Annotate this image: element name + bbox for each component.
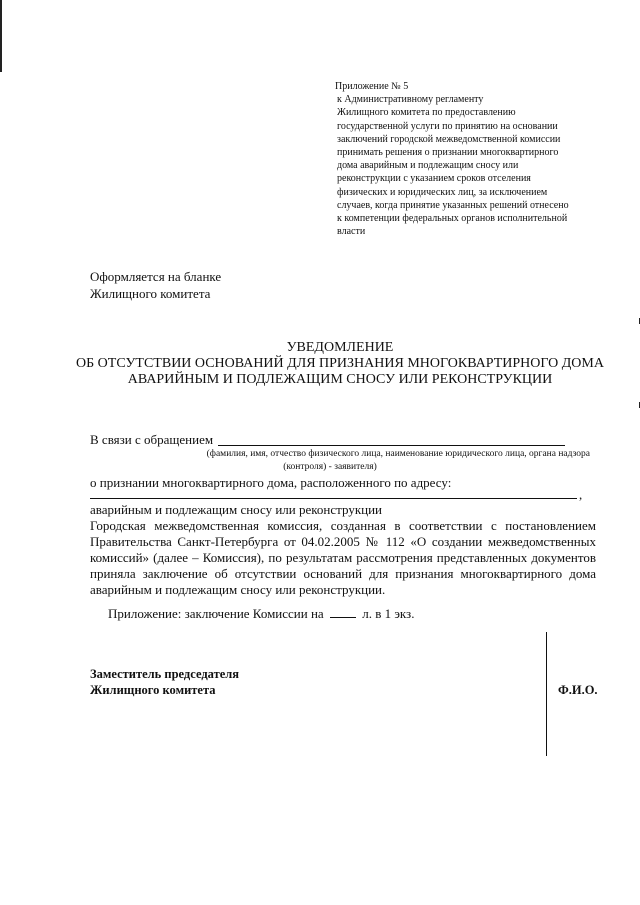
paragraph-line-2: Правительства Санкт-Петербурга от 04.02.2005 № 112 «О создании межведомственных — [90, 534, 596, 549]
scan-edge-mark-left — [0, 0, 2, 72]
document-title: УВЕДОМЛЕНИЕ — [286, 340, 394, 355]
address-label: о признании многоквартирного дома, расположенного по адресу: — [90, 475, 452, 490]
applicant-hint-line-2: (контроля) - заявителя) — [283, 462, 377, 472]
attachment-line — [108, 606, 414, 622]
appendix-line: власти — [337, 226, 366, 238]
letterhead-note-line-2: Жилищного комитета — [90, 286, 211, 301]
appendix-line: к компетенции федеральных органов исполнительной — [337, 213, 568, 225]
paragraph-line-3: комиссий» (далее – Комиссия), по результатам рассмотрения представленных документов — [90, 550, 596, 565]
document-subtitle-line-1: ОБ ОТСУТСТВИИ ОСНОВАНИЙ ДЛЯ ПРИЗНАНИЯ МНОГОКВАРТИРНОГО ДОМА — [76, 356, 604, 371]
appendix-line: к Административному регламенту — [337, 94, 484, 106]
appendix-line: случаев, когда принятие указанных решений отнесено — [337, 199, 569, 211]
paragraph-line-4: приняла заключение об отсутствии оснований для признания многоквартирного дома — [90, 566, 596, 581]
appendix-line: Приложение № 5 — [335, 81, 409, 92]
appendix-line: физических и юридических лиц, за исключением — [337, 186, 548, 198]
signatory-position-line-2: Жилищного комитета — [90, 683, 216, 697]
appendix-line: Жилищного комитета по предоставлению — [337, 107, 516, 119]
paragraph-line-1: Городская межведомственная комиссия, созданная в соответствии с постановлением — [90, 518, 596, 533]
attachment-prefix: Приложение: заключение Комиссии на — [108, 606, 324, 621]
document-subtitle-line-2: АВАРИЙНЫМ И ПОДЛЕЖАЩИМ СНОСУ ИЛИ РЕКОНСТРУКЦИИ — [127, 372, 553, 387]
attachment-suffix: л. в 1 экз. — [362, 606, 415, 621]
appendix-line: принимать решения о признании многоквартирного — [337, 147, 559, 159]
applicant-name-field[interactable] — [218, 445, 565, 446]
appendix-line: реконструкции с указанием сроков отселения — [337, 173, 531, 185]
letterhead-note — [90, 268, 221, 302]
appendix-line: государственной услуги по принятию на основании — [337, 120, 558, 132]
signatory-name-placeholder: Ф.И.О. — [558, 683, 598, 697]
appendix-line: заключений городской межведомственной комиссии — [337, 133, 561, 145]
appendix-line: дома аварийным и подлежащим сносу или — [337, 160, 519, 172]
appendix-reference-block — [335, 80, 605, 238]
address-field[interactable] — [90, 498, 577, 499]
address-comma: , — [579, 487, 583, 502]
attachment-pages-field[interactable] — [330, 606, 356, 618]
signature-divider — [546, 632, 547, 756]
letterhead-note-line-1: Оформляется на бланке — [90, 269, 222, 284]
appeal-label: В связи с обращением — [90, 432, 214, 447]
signatory-position-line-1: Заместитель председателя — [90, 667, 240, 681]
status-line: аварийным и подлежащим сносу или реконструкции — [90, 502, 383, 517]
paragraph-line-5: аварийным и подлежащим сносу или реконструкции. — [90, 582, 386, 597]
applicant-hint-line-1: (фамилия, имя, отчество физического лица, наименование юридического лица, органа надзора — [206, 449, 590, 459]
